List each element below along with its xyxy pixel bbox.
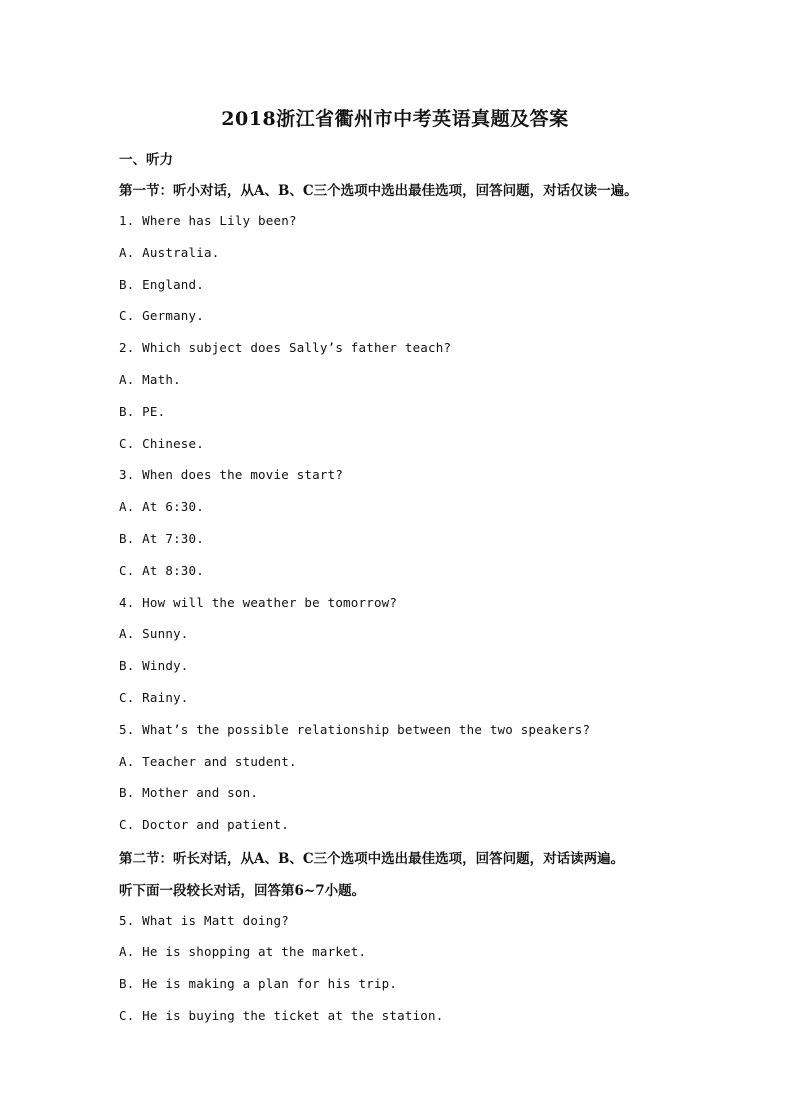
section-heading-listening: 一、听力 xyxy=(119,152,173,168)
question-5-option-c: C. Doctor and patient. xyxy=(119,817,289,832)
question-3-option-c: C. At 8:30. xyxy=(119,563,204,578)
part-two-sub-instruction: 听下面一段较长对话，回答第6~7小题。 xyxy=(119,883,366,899)
question-1-option-c: C. Germany. xyxy=(119,308,204,323)
question-4-option-a: A. Sunny. xyxy=(119,626,189,641)
question-5-stem: 5. What’s the possible relationship between the two speakers? xyxy=(119,722,591,737)
question-1-option-a: A. Australia. xyxy=(119,245,220,260)
question-2-stem: 2. Which subject does Sally’s father teach? xyxy=(119,340,452,355)
part-two-instruction: 第二节：听长对话，从A、B、C三个选项中选出最佳选项，回答问题，对话读两遍。 xyxy=(119,851,625,867)
question-4-option-b: B. Windy. xyxy=(119,658,189,673)
part-two-question-stem: 5. What is Matt doing? xyxy=(119,913,289,928)
question-2-option-a: A. Math. xyxy=(119,372,181,387)
question-2-option-b: B. PE. xyxy=(119,404,166,419)
question-2-option-c: C. Chinese. xyxy=(119,436,204,451)
document-title: 2018浙江省衢州市中考英语真题及答案 xyxy=(221,108,569,130)
question-4-stem: 4. How will the weather be tomorrow? xyxy=(119,595,398,610)
question-3-stem: 3. When does the movie start? xyxy=(119,467,344,482)
question-5-option-b: B. Mother and son. xyxy=(119,785,259,800)
question-1-option-b: B. England. xyxy=(119,277,204,292)
part-two-question-option-b: B. He is making a plan for his trip. xyxy=(119,976,398,991)
part-two-question-option-c: C. He is buying the ticket at the station. xyxy=(119,1008,444,1023)
question-5-option-a: A. Teacher and student. xyxy=(119,754,297,769)
question-3-option-b: B. At 7:30. xyxy=(119,531,204,546)
part-two-question-option-a: A. He is shopping at the market. xyxy=(119,944,367,959)
question-4-option-c: C. Rainy. xyxy=(119,690,189,705)
part-one-instruction: 第一节：听小对话，从A、B、C三个选项中选出最佳选项，回答问题，对话仅读一遍。 xyxy=(119,183,638,199)
question-1-stem: 1. Where has Lily been? xyxy=(119,213,297,228)
question-3-option-a: A. At 6:30. xyxy=(119,499,204,514)
